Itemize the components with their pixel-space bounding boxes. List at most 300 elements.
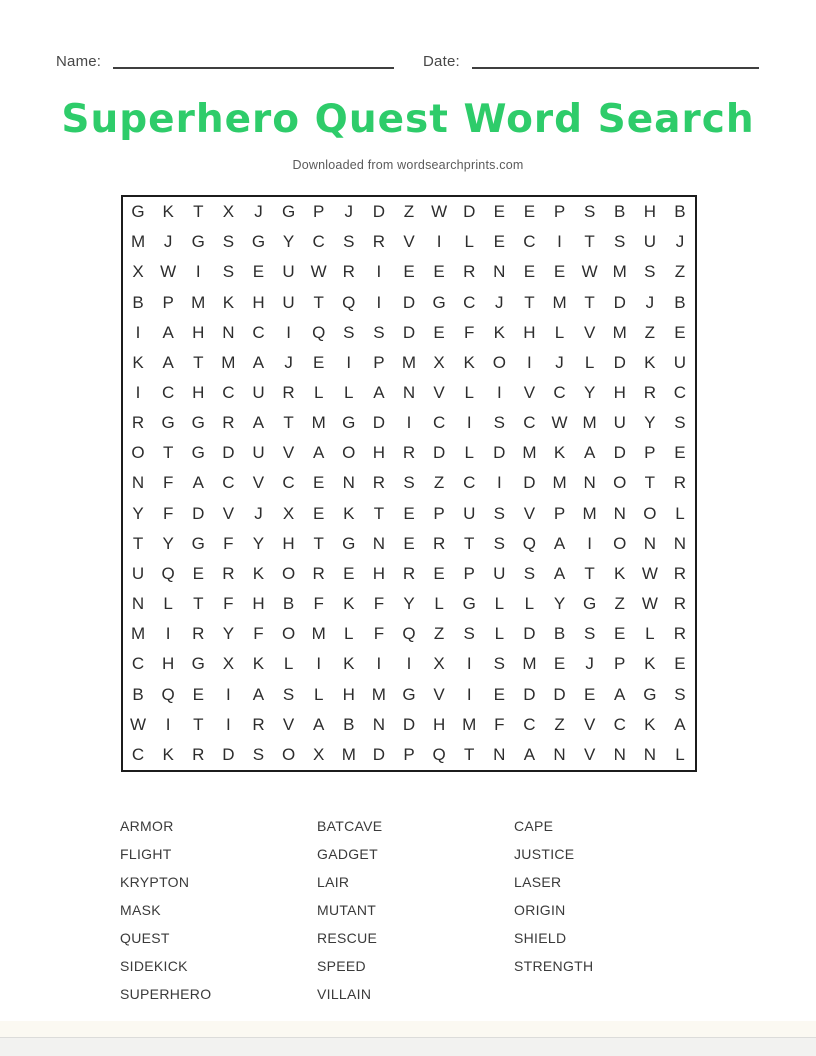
date-field-group xyxy=(423,53,759,70)
grid-letter: M xyxy=(191,292,206,312)
page-bottom-edge xyxy=(0,1021,816,1037)
grid-letter: V xyxy=(433,383,445,403)
grid-letter: B xyxy=(343,714,355,734)
grid-letter: D xyxy=(613,352,626,372)
grid-letter: E xyxy=(433,563,445,583)
grid-letter: V xyxy=(403,232,415,252)
grid-letter: Q xyxy=(161,684,175,704)
grid-letter: S xyxy=(493,413,505,433)
grid-letter: W xyxy=(641,563,658,583)
grid-letter: Z xyxy=(554,714,565,734)
grid-letter: L xyxy=(584,352,595,372)
grid-letter: J xyxy=(555,352,564,372)
grid-letter: G xyxy=(643,684,657,704)
word-bank-item: MUTANT xyxy=(317,902,377,918)
grid-letter: M xyxy=(522,654,537,674)
grid-letter: G xyxy=(432,292,446,312)
grid-letter: Y xyxy=(403,594,415,614)
grid-letter: C xyxy=(673,383,687,403)
grid-letter: B xyxy=(614,202,626,222)
grid-letter: N xyxy=(222,322,235,342)
grid-letter: V xyxy=(583,714,596,734)
grid-letter: K xyxy=(644,714,656,734)
grid-letter: K xyxy=(463,352,475,372)
grid-letter: K xyxy=(343,503,355,523)
grid-letter: M xyxy=(341,744,356,764)
grid-letter: N xyxy=(643,533,656,553)
grid-letter: M xyxy=(582,503,597,523)
grid-letter: S xyxy=(674,684,686,704)
grid-letter: L xyxy=(464,443,474,463)
grid-letter: C xyxy=(523,714,536,734)
name-field-group xyxy=(56,53,394,70)
grid-letter: S xyxy=(583,624,596,644)
grid-letter: P xyxy=(433,503,445,523)
grid-letter: U xyxy=(463,503,476,523)
grid-letter: N xyxy=(613,503,626,523)
date-label: Date: xyxy=(423,53,460,70)
grid-letter: K xyxy=(343,594,355,614)
grid-letter: K xyxy=(132,352,144,372)
grid-letter: E xyxy=(192,563,204,583)
grid-letter: T xyxy=(584,292,595,312)
grid-letter: O xyxy=(643,503,657,523)
grid-letter: D xyxy=(372,202,386,222)
grid-letter: C xyxy=(553,383,566,403)
grid-letter: J xyxy=(585,654,594,674)
grid-letter: H xyxy=(613,383,626,403)
grid-letter: Q xyxy=(312,322,326,342)
grid-letter: U xyxy=(252,443,265,463)
grid-letter: C xyxy=(162,383,175,403)
grid-letter: T xyxy=(193,202,204,222)
grid-letter: H xyxy=(252,292,265,312)
grid-letter: A xyxy=(373,383,385,403)
grid-letter: U xyxy=(252,383,265,403)
grid-letter: O xyxy=(492,352,506,372)
grid-letter: H xyxy=(372,443,386,463)
grid-letter: M xyxy=(401,352,417,372)
grid-letter: F xyxy=(494,714,505,734)
grid-letter: R xyxy=(372,473,386,493)
grid-letter: J xyxy=(675,232,685,252)
grid-letter: Z xyxy=(674,262,686,282)
grid-letter: R xyxy=(673,563,687,583)
grid-letter: I xyxy=(225,714,231,734)
word-bank-item: SHIELD xyxy=(514,930,567,946)
grid-letter: L xyxy=(494,594,505,614)
grid-letter: B xyxy=(282,594,295,614)
grid-letter: B xyxy=(132,292,144,312)
grid-letter: J xyxy=(495,292,504,312)
grid-letter: E xyxy=(313,352,325,372)
grid-letter: D xyxy=(432,443,446,463)
grid-letter: U xyxy=(673,352,687,372)
word-bank-item: RESCUE xyxy=(317,930,378,946)
grid-letter: L xyxy=(494,624,505,644)
grid-letter: L xyxy=(313,684,324,704)
grid-letter: R xyxy=(131,413,145,433)
grid-letter: L xyxy=(464,232,474,252)
grid-letter: S xyxy=(523,563,536,583)
word-bank-item: SIDEKICK xyxy=(120,958,188,974)
grid-letter: K xyxy=(162,744,174,764)
grid-letter: N xyxy=(131,473,145,493)
grid-letter: L xyxy=(464,383,474,403)
grid-letter: T xyxy=(283,413,294,433)
grid-letter: D xyxy=(463,202,476,222)
grid-letter: C xyxy=(312,232,325,252)
grid-letter: E xyxy=(674,322,686,342)
grid-letter: G xyxy=(191,232,205,252)
name-blank-line xyxy=(113,55,394,69)
grid-letter: A xyxy=(674,714,686,734)
grid-letter: I xyxy=(376,262,382,282)
grid-letter: A xyxy=(252,413,265,433)
grid-letter: D xyxy=(372,413,386,433)
grid-letter: S xyxy=(493,533,505,553)
grid-letter: J xyxy=(284,352,293,372)
grid-letter: V xyxy=(282,714,295,734)
grid-letter: Z xyxy=(433,473,445,493)
grid-letter: R xyxy=(402,563,416,583)
grid-letter: O xyxy=(281,744,296,764)
grid-letter: A xyxy=(252,352,265,372)
grid-letter: C xyxy=(222,383,235,403)
grid-letter: S xyxy=(222,262,235,282)
grid-letter: R xyxy=(432,533,446,553)
grid-letter: I xyxy=(316,654,322,674)
word-bank-item: STRENGTH xyxy=(514,958,594,974)
word-bank-item: SPEED xyxy=(317,958,366,974)
grid-letter: U xyxy=(131,563,145,583)
grid-letter: C xyxy=(463,292,476,312)
grid-letter: T xyxy=(584,563,595,583)
word-bank-item: CAPE xyxy=(514,818,554,834)
grid-letter: B xyxy=(132,684,144,704)
grid-letter: S xyxy=(463,624,475,644)
grid-letter: D xyxy=(553,684,566,704)
grid-letter: H xyxy=(342,684,355,704)
grid-letter: P xyxy=(403,744,415,764)
grid-letter: R xyxy=(252,714,265,734)
grid-letter: V xyxy=(222,503,235,523)
grid-letter: V xyxy=(252,473,265,493)
grid-letter: K xyxy=(644,654,656,674)
grid-letter: X xyxy=(282,503,295,523)
grid-letter: N xyxy=(643,744,656,764)
grid-letter: M xyxy=(552,292,567,312)
grid-letter: P xyxy=(553,503,566,523)
grid-letter: N xyxy=(583,473,596,493)
grid-letter: G xyxy=(191,533,205,553)
grid-letter: I xyxy=(527,352,532,372)
grid-letter: S xyxy=(252,744,265,764)
grid-letter: N xyxy=(372,533,386,553)
grid-letter: V xyxy=(523,383,536,403)
grid-letter: Q xyxy=(432,744,446,764)
grid-letter: E xyxy=(553,654,566,674)
grid-letter: S xyxy=(282,684,295,704)
grid-letter: N xyxy=(613,744,626,764)
word-bank-item: LAIR xyxy=(317,874,350,890)
grid-letter: V xyxy=(523,503,536,523)
grid-letter: O xyxy=(342,443,356,463)
grid-letter: Q xyxy=(342,292,356,312)
grid-letter: Y xyxy=(553,594,566,614)
grid-letter: U xyxy=(282,292,295,312)
grid-letter: T xyxy=(584,232,595,252)
grid-letter: L xyxy=(524,594,535,614)
grid-letter: A xyxy=(614,684,626,704)
word-bank-item: GADGET xyxy=(317,846,378,862)
word-bank-item: ORIGIN xyxy=(514,902,566,918)
grid-letter: G xyxy=(462,594,476,614)
grid-letter: A xyxy=(553,563,566,583)
grid-letter: R xyxy=(222,563,235,583)
word-bank-item: BATCAVE xyxy=(317,818,383,834)
grid-letter: W xyxy=(130,714,147,734)
grid-letter: M xyxy=(462,714,477,734)
grid-letter: S xyxy=(222,232,235,252)
word-bank-column xyxy=(120,812,310,1008)
grid-letter: Z xyxy=(644,322,656,342)
grid-letter: R xyxy=(673,473,687,493)
grid-letter: X xyxy=(433,352,445,372)
grid-letter: S xyxy=(343,232,355,252)
viewer-background xyxy=(0,1037,816,1056)
grid-letter: C xyxy=(282,473,295,493)
grid-letter: M xyxy=(612,322,627,342)
grid-letter: N xyxy=(673,533,687,553)
grid-letter: U xyxy=(493,563,506,583)
grid-letter: R xyxy=(222,413,235,433)
grid-letter: V xyxy=(583,744,596,764)
grid-letter: H xyxy=(372,563,386,583)
word-search-grid xyxy=(121,195,697,772)
grid-letter: Y xyxy=(644,413,656,433)
grid-letter: M xyxy=(522,443,537,463)
grid-letter: G xyxy=(191,654,205,674)
grid-letter: U xyxy=(613,413,626,433)
grid-letter: H xyxy=(162,654,175,674)
grid-letter: E xyxy=(403,262,415,282)
grid-letter: H xyxy=(252,594,265,614)
grid-letter: Y xyxy=(162,533,174,553)
grid-letter: K xyxy=(644,352,656,372)
grid-letter: K xyxy=(162,202,174,222)
grid-letter: N xyxy=(493,744,506,764)
grid-letter: M xyxy=(311,413,326,433)
grid-letter: I xyxy=(135,322,141,342)
grid-letter: I xyxy=(286,322,291,342)
grid-letter: S xyxy=(403,473,415,493)
grid-letter: C xyxy=(131,654,145,674)
grid-letter: I xyxy=(557,232,562,252)
grid-letter: G xyxy=(161,413,175,433)
grid-letter: R xyxy=(673,594,687,614)
grid-letter: E xyxy=(523,202,536,222)
grid-letter: D xyxy=(222,443,235,463)
grid-letter: I xyxy=(496,473,502,493)
grid-letter: T xyxy=(193,352,204,372)
grid-letter: T xyxy=(644,473,656,493)
word-bank-item: VILLAIN xyxy=(317,986,372,1002)
grid-letter: I xyxy=(466,684,472,704)
grid-letter: I xyxy=(466,654,472,674)
date-blank-line xyxy=(472,55,759,69)
grid-letter: U xyxy=(282,262,295,282)
grid-letter: A xyxy=(192,473,204,493)
grid-letter: Y xyxy=(252,533,265,553)
grid-letter: S xyxy=(614,232,626,252)
grid-letter: S xyxy=(373,322,385,342)
grid-letter: L xyxy=(344,383,354,403)
grid-letter: O xyxy=(131,443,145,463)
grid-letter: F xyxy=(373,624,385,644)
grid-letter: E xyxy=(523,262,536,282)
grid-letter: D xyxy=(402,292,416,312)
grid-letter: L xyxy=(554,322,565,342)
grid-letter: O xyxy=(281,563,296,583)
grid-letter: J xyxy=(254,503,263,523)
grid-letter: B xyxy=(674,292,686,312)
grid-letter: S xyxy=(644,262,656,282)
grid-letter: C xyxy=(432,413,446,433)
grid-letter: J xyxy=(344,202,354,222)
grid-letter: E xyxy=(493,202,505,222)
grid-letter: L xyxy=(675,503,685,523)
grid-letter: E xyxy=(403,533,415,553)
grid-letter: M xyxy=(311,624,326,644)
grid-letter: H xyxy=(192,322,205,342)
grid-letter: E xyxy=(313,503,325,523)
grid-letter: I xyxy=(346,352,352,372)
grid-letter: P xyxy=(553,202,566,222)
grid-letter: S xyxy=(583,202,596,222)
word-bank-item: MASK xyxy=(120,902,161,918)
grid-letter: E xyxy=(493,684,505,704)
grid-letter: E xyxy=(403,503,415,523)
grid-letter: S xyxy=(343,322,355,342)
grid-letter: Q xyxy=(402,624,416,644)
grid-letter: A xyxy=(313,443,325,463)
grid-letter: T xyxy=(313,533,324,553)
grid-letter: W xyxy=(310,262,327,282)
grid-letter: E xyxy=(433,322,445,342)
grid-letter: J xyxy=(163,232,173,252)
grid-letter: X xyxy=(222,654,235,674)
grid-letter: H xyxy=(432,714,446,734)
grid-letter: D xyxy=(372,744,386,764)
grid-letter: H xyxy=(523,322,536,342)
grid-letter: R xyxy=(282,383,295,403)
grid-letter: K xyxy=(553,443,566,463)
grid-letter: I xyxy=(436,232,442,252)
header-row xyxy=(56,53,760,75)
grid-letter: S xyxy=(493,654,505,674)
grid-letter: G xyxy=(583,594,597,614)
grid-letter: G xyxy=(281,202,296,222)
grid-letter: X xyxy=(132,262,144,282)
grid-letter: H xyxy=(192,383,205,403)
word-bank-item: SUPERHERO xyxy=(120,986,212,1002)
grid-letter: Y xyxy=(583,383,596,403)
grid-letter: E xyxy=(674,443,686,463)
grid-letter: F xyxy=(373,594,385,614)
grid-letter: E xyxy=(614,624,626,644)
grid-letter: G xyxy=(191,413,205,433)
grid-letter: P xyxy=(614,654,626,674)
grid-letter: A xyxy=(583,443,596,463)
grid-letter: O xyxy=(613,473,627,493)
grid-letter: K xyxy=(343,654,355,674)
grid-letter: C xyxy=(613,714,626,734)
grid-letter: E xyxy=(343,563,355,583)
grid-letter: F xyxy=(162,503,174,523)
grid-letter: T xyxy=(132,533,144,553)
word-bank-item: QUEST xyxy=(120,930,170,946)
grid-letter: N xyxy=(342,473,355,493)
grid-letter: P xyxy=(373,352,385,372)
grid-letter: J xyxy=(254,202,263,222)
grid-letter: O xyxy=(613,533,627,553)
grid-letter: I xyxy=(195,262,201,282)
grid-letter: I xyxy=(376,292,382,312)
name-label: Name: xyxy=(56,53,102,70)
grid-letter: S xyxy=(674,413,686,433)
grid-letter: Y xyxy=(222,624,235,644)
grid-letter: I xyxy=(406,413,412,433)
grid-letter: L xyxy=(434,594,444,614)
grid-letter: H xyxy=(643,202,656,222)
grid-letter: A xyxy=(252,684,265,704)
grid-letter: K xyxy=(222,292,235,312)
grid-letter: A xyxy=(553,533,566,553)
grid-letter: M xyxy=(221,352,236,372)
grid-letter: D xyxy=(222,744,235,764)
grid-letter: I xyxy=(135,383,141,403)
word-bank-item: FLIGHT xyxy=(120,846,172,862)
grid-letter: T xyxy=(524,292,535,312)
grid-letter: M xyxy=(612,262,627,282)
grid-letter: V xyxy=(433,684,445,704)
grid-letter: N xyxy=(372,714,386,734)
grid-letter: C xyxy=(463,473,476,493)
grid-letter: A xyxy=(313,714,325,734)
grid-letter: D xyxy=(523,624,536,644)
grid-letter: J xyxy=(645,292,655,312)
grid-letter: D xyxy=(613,292,626,312)
grid-letter: I xyxy=(406,654,412,674)
grid-letter: D xyxy=(402,322,416,342)
grid-letter: M xyxy=(552,473,567,493)
grid-letter: X xyxy=(222,202,235,222)
grid-letter: E xyxy=(313,473,325,493)
grid-letter: P xyxy=(644,443,656,463)
grid-letter: R xyxy=(192,744,205,764)
grid-letter: Z xyxy=(433,624,445,644)
grid-letter: C xyxy=(131,744,145,764)
grid-letter: W xyxy=(431,202,448,222)
grid-letter: R xyxy=(372,232,386,252)
grid-letter: Y xyxy=(282,232,295,252)
grid-letter: V xyxy=(583,322,596,342)
grid-letter: U xyxy=(643,232,656,252)
grid-letter: L xyxy=(645,624,655,644)
grid-letter: A xyxy=(523,744,536,764)
grid-letter: P xyxy=(162,292,174,312)
